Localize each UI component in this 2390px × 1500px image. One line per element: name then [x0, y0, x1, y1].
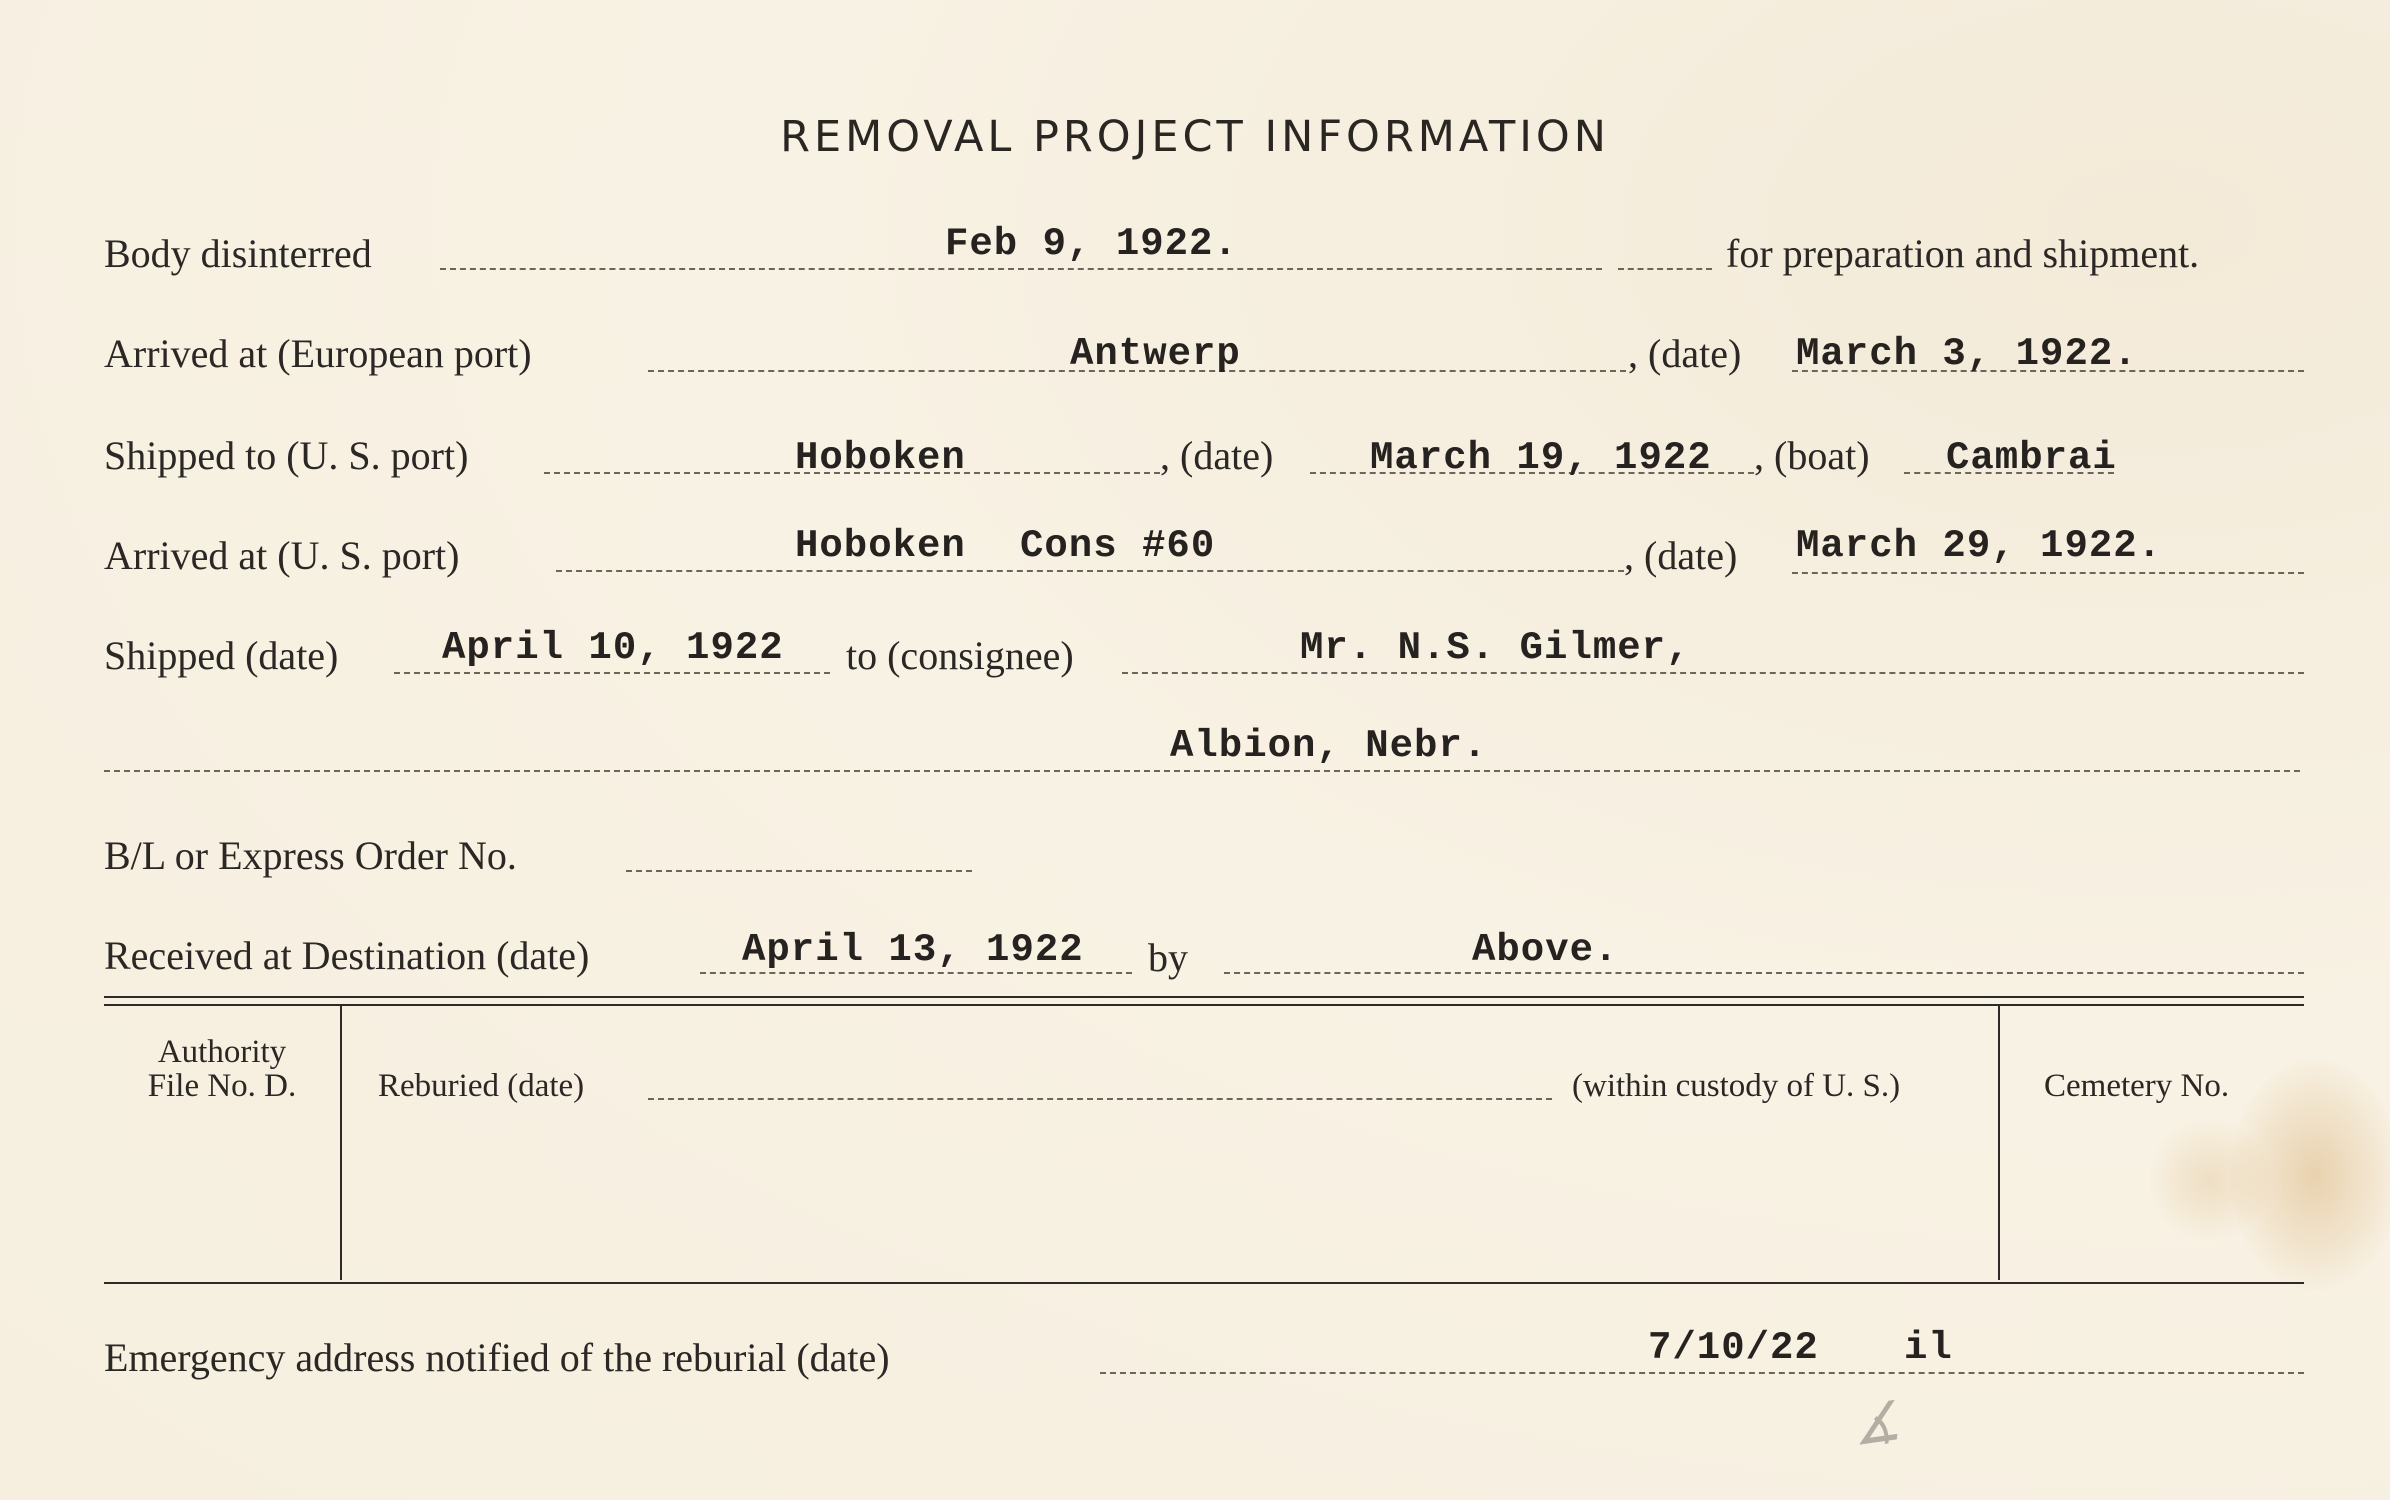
body-disinterred-line — [1618, 268, 1712, 270]
authority-file-label: File No. D. — [147, 1068, 297, 1104]
bl-order-line — [626, 870, 972, 872]
authority-label: Authority — [157, 1034, 287, 1070]
received-line — [700, 972, 1132, 974]
received-by: Above. — [1472, 928, 1619, 972]
table-top-rule — [104, 996, 2304, 998]
consignee-address: Albion, Nebr. — [1170, 724, 1488, 768]
received-value: April 13, 1922 — [742, 928, 1084, 972]
cemetery-label: Cemetery No. — [2044, 1068, 2230, 1104]
water-stain — [2150, 1120, 2270, 1240]
table-divider — [340, 1006, 342, 1280]
consignee-line — [1122, 672, 2304, 674]
arrived-european-date-label: , (date) — [1628, 331, 1742, 376]
consignee-label: to (consignee) — [846, 633, 1074, 678]
arrived-us-date: March 29, 1922. — [1796, 524, 2163, 568]
arrived-us-date-line — [1792, 572, 2304, 574]
table-top-rule — [104, 1004, 2304, 1006]
shipped-date-value: April 10, 1922 — [442, 626, 784, 670]
received-label: Received at Destination (date) — [104, 933, 590, 978]
received-by-label: by — [1148, 935, 1188, 980]
consignee-address-line — [104, 770, 2300, 772]
arrived-us-line — [556, 570, 1624, 572]
shipped-us-value: Hoboken — [795, 436, 966, 480]
consignee-name: Mr. N.S. Gilmer, — [1300, 626, 1691, 670]
shipped-us-boat-label: , (boat) — [1754, 433, 1870, 478]
body-disinterred-value: Feb 9, 1922. — [945, 222, 1238, 266]
pencil-mark: ∡ — [1847, 1388, 1905, 1459]
custody-label: (within custody of U. S.) — [1572, 1068, 1901, 1104]
arrived-us-note: Cons #60 — [1020, 524, 1216, 568]
form-title: REMOVAL PROJECT INFORMATION — [780, 112, 1610, 162]
arrived-european-label: Arrived at (European port) — [104, 331, 532, 376]
arrived-us-date-label: , (date) — [1624, 533, 1738, 578]
arrived-european-date: March 3, 1922. — [1796, 332, 2138, 376]
table-divider — [1998, 1006, 2000, 1280]
arrived-european-value: Antwerp — [1070, 332, 1241, 376]
body-disinterred-suffix: for preparation and shipment. — [1726, 231, 2200, 276]
emergency-line — [1100, 1372, 2304, 1374]
shipped-us-date: March 19, 1922 — [1370, 436, 1712, 480]
reburied-label: Reburied (date) — [378, 1068, 585, 1104]
arrived-us-value: Hoboken — [795, 524, 966, 568]
table-bottom-rule — [104, 1282, 2304, 1284]
reburied-line — [648, 1098, 1552, 1100]
shipped-date-label: Shipped (date) — [104, 633, 339, 678]
shipped-us-boat: Cambrai — [1946, 436, 2117, 480]
body-disinterred-line — [440, 268, 1602, 270]
emergency-label: Emergency address notified of the reburial (date) — [104, 1335, 890, 1380]
bl-order-label: B/L or Express Order No. — [104, 833, 517, 878]
arrived-us-label: Arrived at (U. S. port) — [104, 533, 460, 578]
emergency-initials: il — [1904, 1326, 1953, 1370]
emergency-date: 7/10/22 — [1648, 1326, 1819, 1370]
shipped-date-line — [394, 672, 830, 674]
shipped-us-label: Shipped to (U. S. port) — [104, 433, 469, 478]
body-disinterred-label: Body disinterred — [104, 231, 372, 276]
shipped-us-date-label: , (date) — [1160, 433, 1274, 478]
received-by-line — [1224, 972, 2304, 974]
